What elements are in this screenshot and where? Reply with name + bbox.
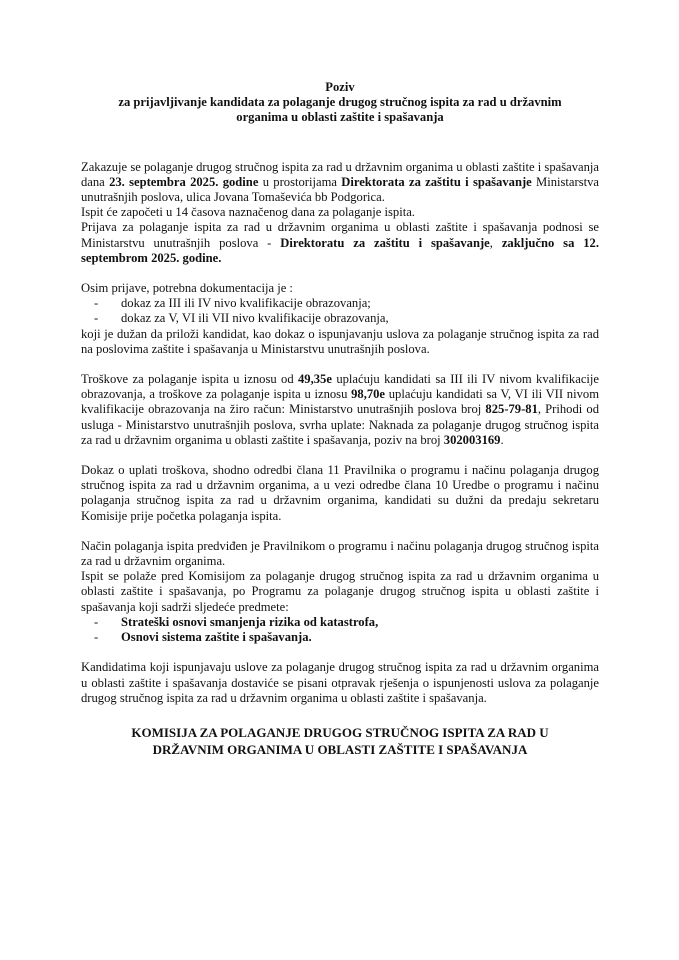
dash-marker: - [94,296,99,311]
list-item-text: dokaz za III ili IV nivo kvalifikacije obrazovanja; [121,296,371,311]
text: uplaćuju kandidati sa V, VI ili VII nivom kvalifikacije obrazovanja na žiro račun: Ministarstvo unutrašnjih poslova broj [81,387,599,417]
dash-marker: - [94,311,99,326]
application-recipient: Direktoratu za zaštitu i spašavanje [280,235,490,250]
document-subtitle-line1: za prijavljivanje kandidata za polaganje drugog stručnog ispita za rad u državnim [118,95,562,110]
application-paragraph [81,220,599,266]
cost-amount-1: 49,35e [298,372,332,387]
text: Ministarstva unutrašnjih poslova, ulica Jovana Tomaševića bb Podgorica. [81,174,599,205]
text: , [489,235,502,250]
signature-line2: DRŽAVNIM ORGANIMA U OBLASTI ZAŠTITE I SPAŠAVANJA [152,741,528,757]
documentation-list [81,296,599,326]
exam-place: Direktorata za zaštitu i spašavanje [341,174,532,189]
exam-method-paragraph: Način polaganja ispita predviđen je Pravilnikom o programu i načinu polaganja drugog stručnog ispita za rad u državnim organima. [81,538,599,569]
text: . [500,432,504,447]
exam-date: 23. septembra 2025. godine [109,174,259,189]
cost-amount-2: 98,70e [351,387,386,402]
signature-block [81,724,599,758]
exam-schedule-paragraph [81,160,599,206]
account-number: 825-79-81 [485,402,538,417]
list-item [81,311,599,326]
dash-marker: - [94,630,99,645]
text: , Prihodi od usluga - Ministarstvo unutrašnjih poslova, svrha uplate: Naknada za polaganje drugog stručnog ispita za rad u državnim organima u oblasti zaštite i spašavanja, poziv na broj [81,402,599,447]
text: uplaćuju kandidati sa III ili IV nivom kvalifikacije obrazovanja, a troškove za polaganje ispita u iznosu [81,372,599,402]
text: Zakazuje se polaganje drugog stručnog ispita za rad u državnim organima u oblasti zaštite i spašavanja dana [81,159,599,189]
list-item-text: dokaz za V, VI ili VII nivo kvalifikacije obrazovanja, [121,311,389,326]
signature-line1: KOMISIJA ZA POLAGANJE DRUGOG STRUČNOG ISPITA ZA RAD U [131,724,549,740]
list-item [81,615,599,630]
document-subtitle-line2: organima u oblasti zaštite i spašavanja [236,110,444,125]
text: Prijava za polaganje ispita za rad u državnim organima u oblasti zaštite i spašavanja podnosi se Ministarstvu unutrašnjih poslova - [81,220,599,250]
payment-proof-paragraph: Dokaz o uplati troškova, shodno odredbi člana 11 Pravilnika o programu i načinu polaganja drugog stručnog ispita za rad u državnim organima, a u vezi odredbe člana 10 Uredbe o programu i načinu polaganja stručnog ispita za rad u državnim organima, kandidati su dužni da predaju sekretaru Komisije prije početka polaganja ispita. [81,463,599,523]
text: u prostorijama [258,174,342,189]
document-title: Poziv [325,80,355,94]
subject-name: Strateški osnovi smanjenja rizika od katastrofa, [121,614,379,629]
subject-name: Osnovi sistema zaštite i spašavanja. [121,630,312,645]
reference-number: 302003169 [443,432,501,447]
application-deadline: zaključno sa 12. septembrom 2025. godine. [81,235,599,265]
text: Troškove za polaganje ispita u iznosu od [81,372,298,387]
documentation-outro: koji je dužan da priloži kandidat, kao dokaz o ispunjavanju uslova za polaganje stručnog ispita za rad na poslovima zaštite i spašavanja u Ministarstvu unutrašnjih poslova. [81,326,599,356]
documentation-intro: Osim prijave, potrebna dokumentacija je : [81,281,293,296]
commission-intro: Ispit se polaže pred Komisijom za polaganje drugog stručnog ispita za rad u državnim organima u oblasti zaštite i spašavanja, po Programu za polaganje drugog stručnog ispita u oblasti zaštite i spašavanja koji sadrži sljedeće predmete: [81,569,599,614]
closing-paragraph: Kandidatima koji ispunjavaju uslove za polaganje drugog stručnog ispita za rad u državnim organima u oblasti zaštite i spašavanja dostaviće se pisani otpravak rješenja o ispunjenosti uslova za polaganje drugog stručnog ispita za rad u državnim organima u oblasti zaštite i spašavanja. [81,660,599,705]
subjects-list [81,615,599,645]
list-item [81,296,599,311]
exam-time-paragraph: Ispit će započeti u 14 časova naznačenog dana za polaganje ispita. [81,205,415,220]
commission-section [81,569,599,645]
costs-paragraph [81,372,599,448]
list-item [81,630,599,645]
document-header [81,80,599,126]
documentation-section [81,281,599,357]
dash-marker: - [94,614,99,629]
